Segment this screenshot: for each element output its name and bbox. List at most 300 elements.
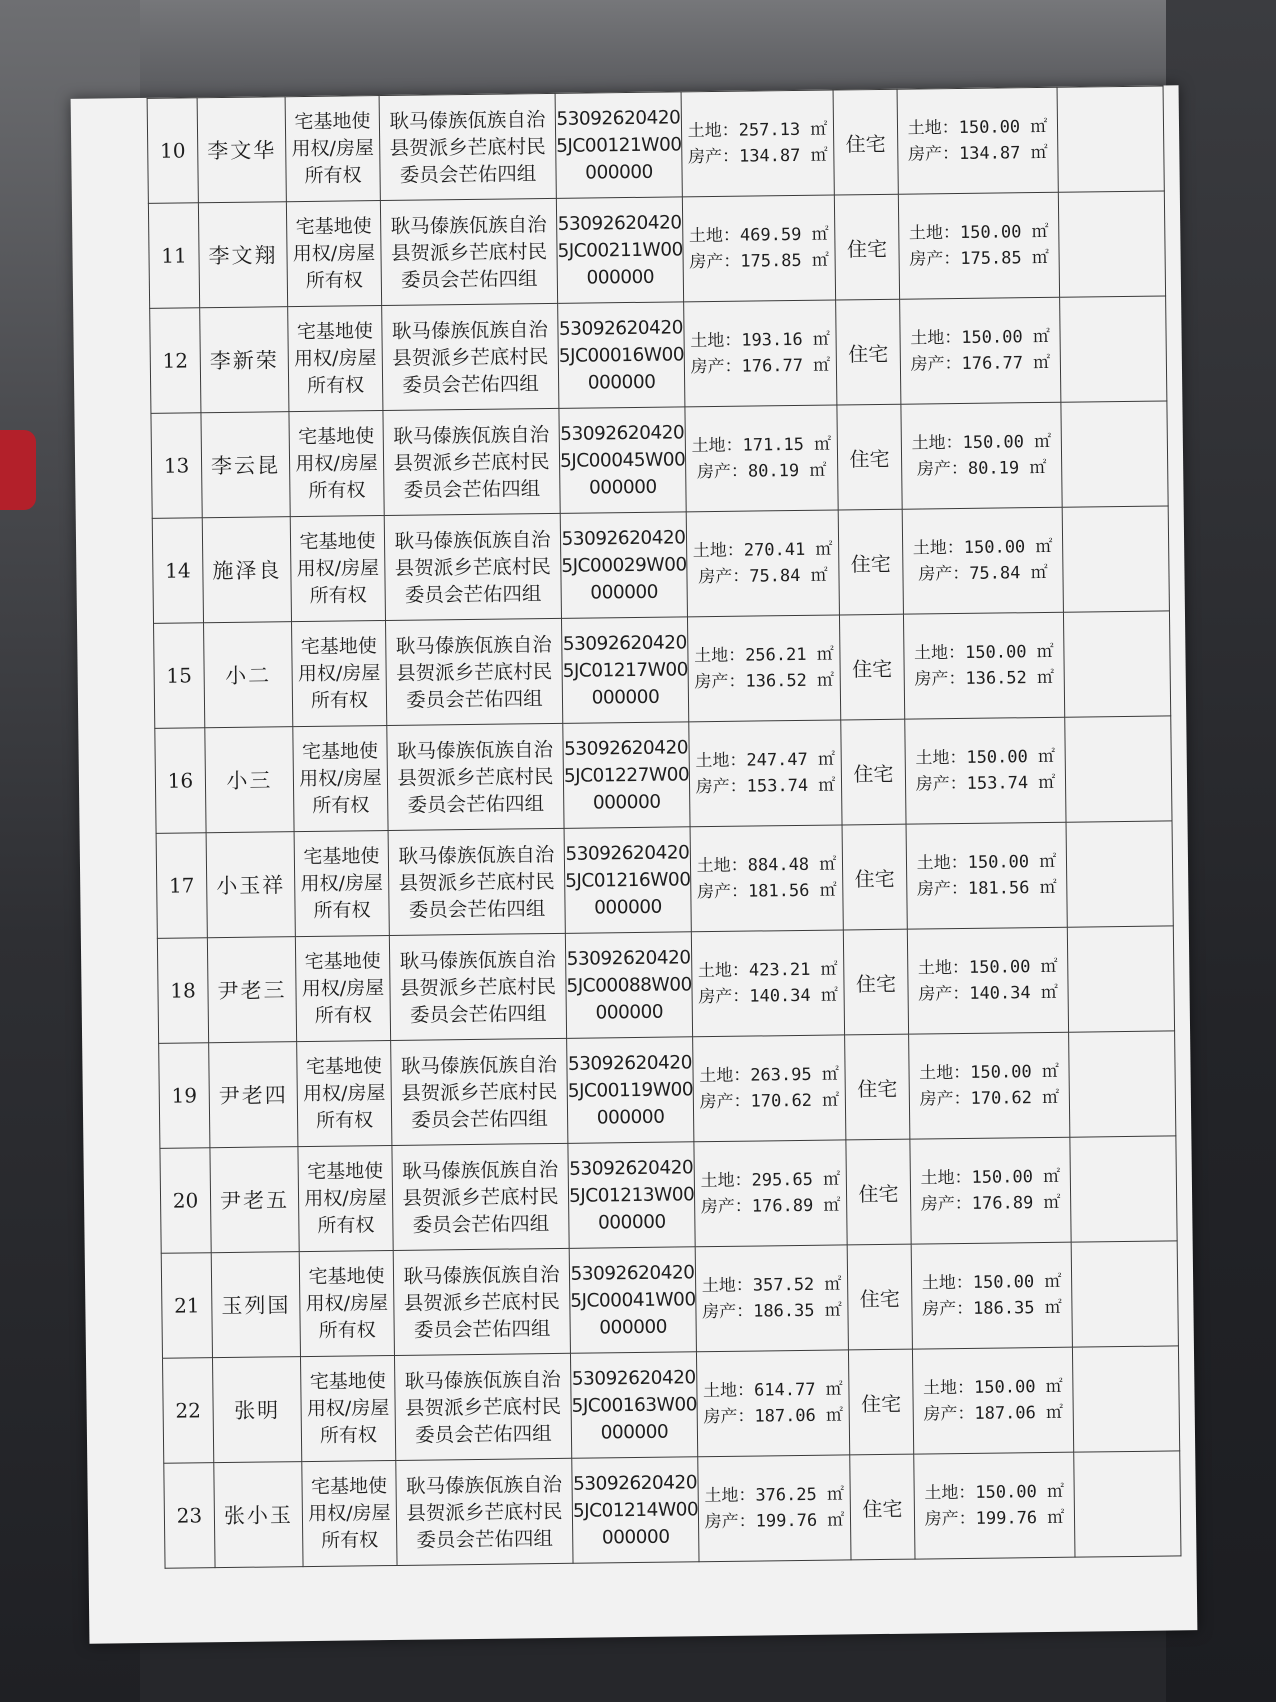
parcel-code (558, 302, 685, 409)
measured-area (681, 90, 834, 197)
holder-name: 李文华 (197, 97, 286, 203)
measured-area-line: 土地：614.77 ㎡ (702, 1379, 843, 1402)
land-owner-line: 耿马傣族佤族自治 (402, 1157, 559, 1183)
right-type-line: 所有权 (312, 793, 370, 817)
land-owner-line: 委员会芒佑四组 (408, 896, 546, 922)
land-owner-line: 委员会芒佑四组 (406, 686, 543, 712)
land-owner (382, 303, 559, 410)
parcel-code (556, 197, 683, 304)
land-use: 住宅 (834, 194, 899, 300)
measured-area-line: 房产：134.87 ㎡ (687, 145, 828, 168)
approved-area-line: 土地：150.00 ㎡ (922, 1376, 1063, 1399)
remark-cell (1062, 506, 1169, 612)
row-number: 13 (151, 413, 202, 519)
approved-area-line: 土地：150.00 ㎡ (913, 641, 1054, 664)
land-owner (386, 618, 563, 725)
right-type-line: 所有权 (310, 688, 369, 712)
right-type-line: 所有权 (317, 1213, 375, 1237)
approved-area-line: 土地：150.00 ㎡ (916, 851, 1057, 874)
land-owner-line: 委员会芒佑四组 (399, 161, 537, 187)
holder-name: 张小玉 (214, 1462, 303, 1568)
right-type-line: 宅基地使 (307, 1159, 384, 1183)
right-type-line: 用权/房屋 (306, 1396, 390, 1420)
right-type-line: 宅基地使 (304, 949, 381, 973)
land-owner-line: 县贺派乡芒底村民 (406, 1499, 563, 1525)
land-owner-line: 耿马傣族佤族自治 (389, 107, 546, 133)
right-type-line: 所有权 (306, 373, 365, 397)
remark-cell (1065, 716, 1172, 822)
parcel-code-line: 000000 (597, 1211, 666, 1233)
right-type (285, 96, 380, 202)
table-row (160, 1136, 1177, 1253)
land-owner-line: 县贺派乡芒底村民 (397, 764, 554, 790)
approved-area-line: 土地：150.00 ㎡ (919, 1061, 1060, 1084)
land-owner-line: 委员会芒佑四组 (403, 476, 541, 502)
parcel-code (561, 617, 688, 724)
approved-area (897, 87, 1058, 194)
row-number: 17 (156, 833, 207, 939)
land-owner (393, 1248, 570, 1355)
parcel-code-line: 5JC00029W00 (561, 553, 687, 577)
right-type-line: 用权/房屋 (299, 766, 382, 790)
parcel-code-line: 000000 (595, 1001, 664, 1023)
parcel-code-line: 53092620420 (566, 946, 691, 970)
remark-cell (1070, 1136, 1177, 1242)
land-owner-line: 耿马傣族佤族自治 (403, 1262, 560, 1288)
land-owner-line: 县贺派乡芒底村民 (399, 974, 557, 1000)
parcel-code (563, 722, 690, 829)
measured-area-line: 土地：193.16 ㎡ (690, 329, 831, 352)
land-owner-line: 耿马傣族佤族自治 (398, 842, 555, 868)
holder-name: 小玉祥 (206, 832, 295, 938)
right-type-line: 用权/房屋 (293, 346, 377, 370)
right-type (302, 1460, 397, 1566)
land-owner-line: 耿马傣族佤族自治 (391, 317, 549, 343)
measured-area (691, 930, 844, 1037)
approved-area-line: 土地：150.00 ㎡ (907, 116, 1048, 139)
right-type-line: 用权/房屋 (291, 136, 375, 160)
land-owner-line: 县贺派乡芒底村民 (403, 1289, 560, 1315)
land-owner-line: 县贺派乡芒底村民 (401, 1079, 558, 1105)
land-use: 住宅 (838, 509, 903, 615)
right-type (293, 726, 388, 832)
parcel-code-line: 000000 (600, 1421, 669, 1443)
holder-name: 李新荣 (200, 307, 289, 413)
land-owner-line: 县贺派乡芒底村民 (395, 659, 553, 685)
table-row (162, 1346, 1179, 1463)
parcel-code-line: 000000 (594, 896, 662, 918)
parcel-code-line: 000000 (590, 581, 659, 604)
right-type (299, 1250, 394, 1356)
measured-area-line: 房产：186.35 ㎡ (702, 1300, 842, 1323)
right-type-line: 宅基地使 (300, 634, 377, 658)
parcel-code (559, 407, 686, 514)
remark-cell (1069, 1031, 1176, 1137)
holder-name: 玉列国 (211, 1252, 300, 1358)
remark-cell (1074, 1451, 1181, 1557)
right-type (286, 201, 381, 307)
measured-area-line: 土地：270.41 ㎡ (692, 539, 833, 562)
measured-area (698, 1455, 851, 1562)
land-owner-line: 县贺派乡芒底村民 (404, 1394, 562, 1420)
parcel-code-line: 5JC00045W00 (559, 448, 686, 472)
measured-area-line: 房产：140.34 ㎡ (698, 985, 839, 1008)
approved-area (906, 822, 1067, 929)
right-type-line: 用权/房屋 (302, 1081, 386, 1105)
land-use: 住宅 (848, 1349, 913, 1455)
land-owner (379, 93, 556, 200)
measured-area-line: 土地：376.25 ㎡ (704, 1484, 845, 1507)
holder-name: 张明 (212, 1357, 301, 1463)
parcel-code-line: 53092620420 (562, 631, 687, 655)
land-owner-line: 耿马傣族佤族自治 (396, 737, 554, 763)
land-owner (388, 828, 565, 935)
row-number: 11 (148, 203, 199, 309)
parcel-code-line: 5JC01227W00 (563, 763, 690, 787)
holder-name: 施泽良 (202, 517, 291, 623)
land-use: 住宅 (833, 89, 898, 195)
right-type-line: 用权/房屋 (308, 1501, 391, 1525)
land-owner (391, 1038, 568, 1145)
right-type-line: 用权/房屋 (295, 451, 378, 475)
land-owner-line: 委员会芒佑四组 (409, 1001, 547, 1027)
land-owner-line: 委员会芒佑四组 (411, 1106, 548, 1132)
right-type-line: 所有权 (318, 1318, 376, 1342)
remark-cell (1058, 191, 1165, 297)
land-owner-line: 耿马傣族佤族自治 (395, 632, 552, 658)
approved-area-line: 土地：150.00 ㎡ (911, 431, 1052, 454)
parcel-code-line: 5JC00016W00 (558, 343, 685, 367)
right-type-line: 所有权 (315, 1108, 374, 1132)
parcel-code-line: 000000 (587, 371, 656, 394)
right-type-line: 宅基地使 (298, 424, 375, 448)
right-type-line: 所有权 (308, 478, 366, 502)
right-type (289, 411, 384, 517)
approved-area-line: 房产：80.19 ㎡ (916, 457, 1047, 480)
parcel-code-line: 53092620420 (569, 1156, 694, 1180)
approved-area-line: 房产：181.56 ㎡ (916, 877, 1057, 900)
land-owner (389, 933, 566, 1040)
land-owner-line: 委员会芒佑四组 (416, 1526, 554, 1552)
approved-area-line: 房产：176.77 ㎡ (910, 352, 1051, 375)
approved-area (901, 402, 1062, 509)
approved-area-line: 房产：134.87 ㎡ (907, 142, 1048, 165)
right-type-line: 所有权 (321, 1528, 379, 1552)
property-registry-table (147, 85, 1182, 1568)
right-type-line: 用权/房屋 (305, 1291, 389, 1315)
measured-area (684, 300, 837, 407)
measured-area-line: 土地：256.21 ㎡ (694, 644, 834, 667)
parcel-code-line: 5JC00088W00 (566, 973, 692, 997)
parcel-code-line: 000000 (596, 1106, 665, 1128)
parcel-code (564, 827, 691, 934)
parcel-code-line: 5JC00119W00 (567, 1078, 694, 1102)
parcel-code-line: 5JC00121W00 (556, 133, 682, 157)
measured-area (696, 1350, 849, 1457)
parcel-code-line: 5JC01217W00 (562, 658, 689, 682)
holder-name: 小三 (205, 727, 294, 833)
right-type-line: 宅基地使 (309, 1369, 386, 1393)
land-owner-line: 县贺派乡芒底村民 (394, 554, 551, 580)
land-use: 住宅 (850, 1454, 915, 1560)
land-owner-line: 委员会芒佑四组 (415, 1421, 552, 1447)
parcel-code-line: 000000 (591, 686, 660, 709)
parcel-code-line: 000000 (599, 1316, 668, 1338)
approved-area-line: 房产：175.85 ㎡ (909, 247, 1050, 270)
measured-area-line: 土地：884.48 ㎡ (696, 854, 837, 877)
holder-name: 尹老四 (209, 1042, 298, 1148)
parcel-code-line: 53092620420 (572, 1471, 698, 1495)
approved-area-line: 土地：150.00 ㎡ (915, 746, 1056, 769)
approved-area-line: 房产：187.06 ㎡ (923, 1402, 1064, 1425)
measured-area-line: 房产：175.85 ㎡ (689, 250, 830, 273)
right-type (295, 935, 390, 1041)
parcel-code (555, 92, 682, 199)
right-type (290, 516, 385, 622)
row-number: 15 (154, 623, 205, 729)
row-number: 14 (152, 518, 203, 624)
row-number: 23 (164, 1463, 215, 1569)
parcel-code-line: 53092620420 (556, 106, 681, 130)
right-type-line: 用权/房屋 (300, 871, 384, 895)
land-owner-line: 耿马傣族佤族自治 (390, 212, 547, 238)
approved-area (910, 1137, 1071, 1244)
land-owner-line: 县贺派乡芒底村民 (390, 239, 548, 265)
land-owner (396, 1458, 573, 1565)
land-owner (380, 198, 557, 305)
measured-area-line: 房产：181.56 ㎡ (696, 880, 837, 903)
right-type (297, 1040, 392, 1146)
approved-area (912, 1347, 1073, 1454)
remark-cell (1060, 296, 1167, 402)
table-row (156, 821, 1173, 938)
land-owner-line: 委员会芒佑四组 (404, 581, 542, 607)
approved-area-line: 土地：150.00 ㎡ (917, 956, 1058, 979)
right-type-line: 宅基地使 (296, 319, 374, 343)
measured-area-line: 房产：176.89 ㎡ (700, 1195, 841, 1218)
table-row (164, 1451, 1181, 1568)
table-row (152, 506, 1169, 623)
measured-area-line: 土地：357.52 ㎡ (701, 1274, 842, 1297)
table-row (150, 296, 1167, 413)
measured-area-line: 土地：257.13 ㎡ (687, 119, 828, 142)
measured-area (685, 405, 838, 512)
parcel-code-line: 000000 (585, 161, 653, 184)
parcel-code (570, 1352, 697, 1459)
table-row (161, 1241, 1178, 1358)
measured-area (687, 615, 840, 722)
parcel-code-line: 5JC01214W00 (572, 1498, 699, 1522)
approved-area-line: 土地：150.00 ㎡ (908, 221, 1049, 244)
land-owner (392, 1143, 569, 1250)
row-number: 16 (155, 728, 206, 834)
table-row (157, 926, 1174, 1043)
parcel-code-line: 53092620420 (567, 1051, 693, 1075)
measured-area (693, 1035, 846, 1142)
right-type-line: 宅基地使 (305, 1054, 383, 1078)
approved-area (909, 1032, 1070, 1139)
approved-area-line: 土地：150.00 ㎡ (912, 536, 1053, 559)
land-owner (394, 1353, 571, 1460)
approved-area-line: 房产：186.35 ㎡ (922, 1297, 1062, 1320)
table-row (147, 86, 1164, 203)
right-type (294, 831, 389, 937)
parcel-code-line: 53092620420 (557, 211, 682, 235)
right-type-line: 宅基地使 (294, 109, 371, 133)
land-use: 住宅 (846, 1139, 911, 1245)
measured-area (690, 825, 843, 932)
approved-area-line: 房产：176.89 ㎡ (920, 1192, 1061, 1215)
measured-area-line: 土地：263.95 ㎡ (699, 1064, 840, 1087)
land-owner-line: 委员会芒佑四组 (400, 266, 538, 292)
remark-cell (1066, 821, 1173, 927)
parcel-code-line: 53092620420 (571, 1366, 696, 1390)
right-type-line: 宅基地使 (310, 1474, 388, 1498)
parcel-code (569, 1247, 696, 1354)
land-use: 住宅 (845, 1034, 910, 1140)
measured-area-line: 房产：75.84 ㎡ (698, 565, 828, 588)
remark-cell (1057, 86, 1164, 192)
land-owner-line: 县贺派乡芒底村民 (393, 449, 550, 475)
approved-area (907, 927, 1068, 1034)
measured-area-line: 房产：153.74 ㎡ (695, 775, 836, 798)
parcel-code-line: 5JC00163W00 (571, 1393, 698, 1417)
land-owner-line: 耿马傣族佤族自治 (399, 947, 556, 973)
measured-area-line: 土地：423.21 ㎡ (697, 959, 838, 982)
approved-area-line: 房产：153.74 ㎡ (915, 772, 1056, 795)
parcel-code-line: 53092620420 (558, 316, 684, 340)
row-number: 12 (150, 308, 201, 414)
right-type-line: 用权/房屋 (296, 556, 380, 580)
parcel-code (567, 1037, 694, 1144)
approved-area-line: 房产：199.76 ㎡ (924, 1507, 1065, 1530)
parcel-code-line: 5JC01216W00 (565, 868, 691, 892)
parcel-code-line: 000000 (592, 791, 661, 813)
parcel-code-line: 5JC01213W00 (568, 1183, 695, 1207)
land-use: 住宅 (841, 719, 906, 825)
remark-cell (1063, 611, 1170, 717)
parcel-code-line: 000000 (588, 476, 657, 499)
land-use: 住宅 (847, 1244, 912, 1350)
land-owner-line: 耿马傣族佤族自治 (400, 1052, 558, 1078)
right-type (288, 306, 383, 412)
right-type (298, 1145, 393, 1251)
right-type-line: 所有权 (309, 583, 367, 607)
land-owner-line: 委员会芒佑四组 (412, 1211, 550, 1237)
measured-area (682, 195, 835, 302)
right-type-line: 用权/房屋 (304, 1186, 387, 1210)
measured-area-line: 土地：469.59 ㎡ (688, 224, 829, 247)
remark-cell (1072, 1346, 1179, 1452)
measured-area (686, 510, 839, 617)
approved-area (902, 507, 1063, 614)
remark-cell (1067, 926, 1174, 1032)
approved-area-line: 土地：150.00 ㎡ (920, 1166, 1061, 1189)
measured-area-line: 土地：171.15 ㎡ (691, 434, 832, 457)
approved-area (914, 1452, 1075, 1559)
holder-name: 尹老三 (207, 937, 296, 1043)
land-owner-line: 县贺派乡芒底村民 (392, 344, 549, 370)
land-owner-line: 县贺派乡芒底村民 (398, 869, 555, 895)
approved-area-line: 房产：75.84 ㎡ (918, 562, 1048, 585)
holder-name: 小二 (204, 622, 293, 728)
approved-area-line: 房产：170.62 ㎡ (919, 1087, 1060, 1110)
land-owner-line: 耿马傣族佤族自治 (405, 1472, 563, 1498)
measured-area-line: 土地：295.65 ㎡ (700, 1169, 841, 1192)
right-type-line: 宅基地使 (303, 844, 380, 868)
approved-area-line: 房产：136.52 ㎡ (914, 667, 1055, 690)
right-type (292, 621, 387, 727)
right-type-line: 所有权 (304, 163, 362, 187)
right-type-line: 宅基地使 (299, 529, 376, 553)
row-number: 19 (159, 1043, 210, 1149)
approved-area-line: 土地：150.00 ㎡ (924, 1481, 1065, 1504)
row-number: 22 (162, 1358, 213, 1464)
land-use: 住宅 (839, 614, 904, 720)
table-row (151, 401, 1168, 518)
row-number: 10 (147, 98, 198, 204)
parcel-code (560, 512, 687, 619)
measured-area (695, 1245, 848, 1352)
parcel-code-line: 53092620420 (560, 421, 685, 445)
parcel-code-line: 53092620420 (561, 526, 686, 550)
land-use: 住宅 (843, 929, 908, 1035)
measured-area-line: 房产：80.19 ㎡ (696, 460, 827, 483)
land-owner-line: 委员会芒佑四组 (407, 791, 545, 817)
holder-name: 李文翔 (198, 202, 287, 308)
approved-area (905, 717, 1066, 824)
parcel-code-line: 53092620420 (570, 1261, 695, 1285)
right-type-line: 宅基地使 (308, 1264, 385, 1288)
right-type-line: 所有权 (319, 1423, 378, 1447)
approved-area-line: 土地：150.00 ㎡ (910, 326, 1051, 349)
right-type-line: 用权/房屋 (292, 241, 376, 265)
land-owner-line: 耿马傣族佤族自治 (394, 527, 551, 553)
parcel-code-line: 000000 (586, 266, 655, 289)
approved-area-line: 房产：140.34 ㎡ (918, 982, 1059, 1005)
right-type-line: 宅基地使 (301, 739, 379, 763)
right-type-line: 所有权 (314, 1003, 372, 1027)
right-type (300, 1355, 395, 1461)
parcel-code (572, 1457, 699, 1564)
approved-area (911, 1242, 1072, 1349)
right-type-line: 宅基地使 (295, 214, 372, 238)
measured-area-line: 房产：136.52 ㎡ (694, 670, 835, 693)
land-owner (387, 723, 564, 830)
parcel-code-line: 53092620420 (563, 736, 689, 760)
measured-area-line: 房产：199.76 ㎡ (704, 1510, 845, 1533)
table-row (148, 191, 1165, 308)
table-row (159, 1031, 1176, 1148)
parcel-code-line: 000000 (601, 1526, 670, 1548)
approved-area (903, 612, 1064, 719)
right-type-line: 所有权 (313, 898, 371, 922)
land-use: 住宅 (837, 404, 902, 510)
land-owner-line: 委员会芒佑四组 (402, 371, 540, 397)
parcel-code (568, 1142, 695, 1249)
land-owner-line: 县贺派乡芒底村民 (389, 134, 546, 160)
holder-name: 尹老五 (210, 1147, 299, 1253)
parcel-code-line: 5JC00041W00 (570, 1288, 696, 1312)
land-owner-line: 耿马傣族佤族自治 (404, 1367, 561, 1393)
row-number: 20 (160, 1148, 211, 1254)
remark-cell (1071, 1241, 1178, 1347)
table-row (155, 716, 1172, 833)
table-body (147, 86, 1181, 1568)
approved-area (898, 192, 1059, 299)
holder-name: 李云昆 (201, 412, 290, 518)
document-page (71, 85, 1198, 1643)
